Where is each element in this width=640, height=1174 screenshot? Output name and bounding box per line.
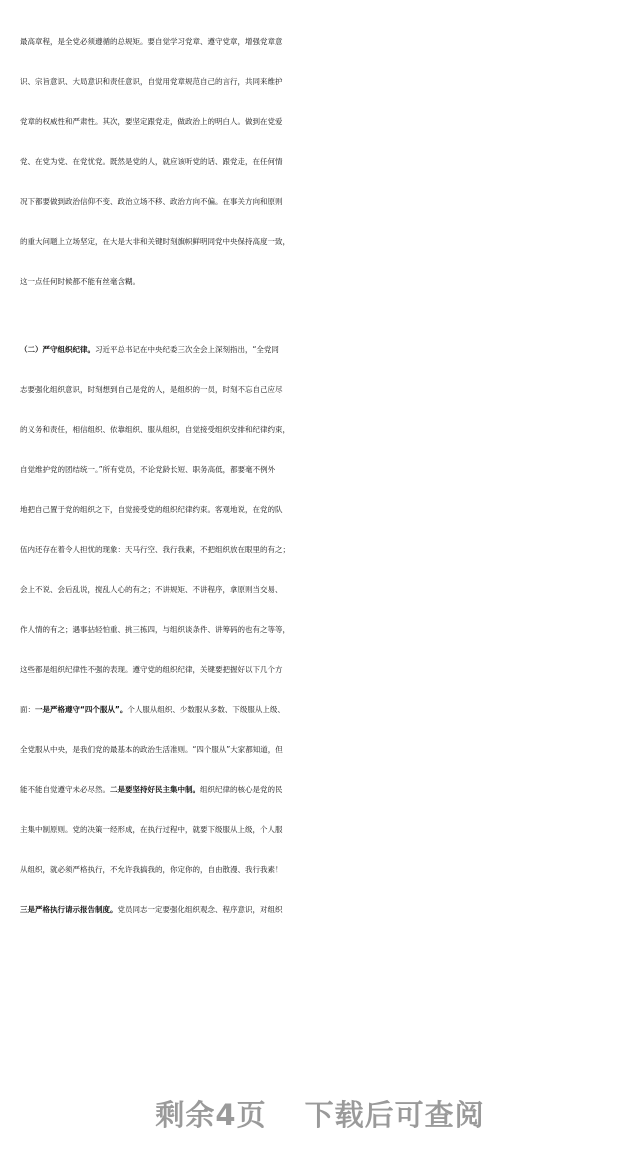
text-line (20, 335, 626, 365)
emphasis-text: 一是严格遵守“四个服从”。 (35, 705, 128, 714)
download-prompt[interactable] (0, 1090, 640, 1140)
text-line: 全党服从中央，是我们党的最基本的政治生活准则。“四个服从”大家都知道，但 (20, 745, 283, 754)
text-line: 伍内还存在着令人担忧的现象：天马行空、我行我素，不把组织放在眼里的有之； (20, 545, 290, 554)
emphasis-text: 二是要坚持好民主集中制。 (110, 785, 200, 794)
remaining-pages-label: 剩余4页 (155, 1098, 267, 1132)
text-line (20, 895, 626, 925)
text-line: 党、在党为党、在党忧党。既然是党的人，就应该听党的话、跟党走，在任何情 (20, 157, 283, 166)
text-line: 这些都是组织纪律性不强的表现。遵守党的组织纪律，关键要把握好以下几个方 (20, 665, 283, 674)
text-line: 会上不说、会后乱说，搅乱人心的有之；不讲规矩、不讲程序，拿原则当交易、 (20, 585, 283, 594)
text-line: 地把自己置于党的组织之下，自觉接受党的组织纪律约束。客观地说，在党的队 (20, 505, 283, 514)
text-line: 自觉维护党的团结统一。”所有党员，不论党龄长短、职务高低，都要毫不例外 (20, 465, 276, 474)
text-line: 识、宗旨意识、大局意识和责任意识，自觉用党章规范自己的言行，共同来维护 (20, 77, 283, 86)
text-span: 个人服从组织、少数服从多数、下级服从上级、 (127, 705, 285, 714)
text-line: 志要强化组织意识，时刻想到自己是党的人，是组织的一员，时刻不忘自己应尽 (20, 385, 283, 394)
download-to-view-label: 下载后可查阅 (304, 1098, 485, 1132)
text-span: 习近平总书记在中央纪委三次全会上深刻指出，“全党同 (95, 345, 279, 354)
text-line: 作人情的有之；遇事拈轻怕重、挑三拣四，与组织谈条件、讲筹码的也有之等等， (20, 625, 290, 634)
text-line: 最高章程，是全党必须遵循的总规矩。要自觉学习党章、遵守党章，增强党章意 (20, 37, 283, 46)
text-span: 面： (20, 705, 35, 714)
text-span: 组织纪律的核心是党的民 (200, 785, 283, 794)
text-line: 这一点任何时候都不能有丝毫含糊。 (20, 277, 140, 286)
text-line: 主集中制原则。党的决策一经形成，在执行过程中，就要下级服从上级，个人服 (20, 825, 283, 834)
emphasis-text: 三是严格执行请示报告制度。 (20, 905, 118, 914)
text-line (20, 775, 626, 805)
text-line: 从组织，就必须严格执行，不允许我搞我的，你定你的，自由散漫、我行我素！ (20, 865, 283, 874)
text-span: 党员同志一定要强化组织观念、程序意识，对组织 (117, 905, 283, 914)
text-span: 能不能自觉遵守未必尽然。 (20, 785, 110, 794)
section-heading: （二）严守组织纪律。 (20, 345, 95, 354)
text-line (20, 695, 626, 725)
text-line: 的义务和责任，相信组织、依靠组织、服从组织，自觉接受组织安排和纪律约束， (20, 425, 290, 434)
text-line: 况下都要做到政治信仰不变、政治立场不移、政治方向不偏。在事关方向和原则 (20, 197, 283, 206)
text-line: 党章的权威性和严肃性。其次，要坚定跟党走，做政治上的明白人。做到在党爱 (20, 117, 283, 126)
text-line: 的重大问题上立场坚定，在大是大非和关键时刻旗帜鲜明同党中央保持高度一致， (20, 237, 290, 246)
